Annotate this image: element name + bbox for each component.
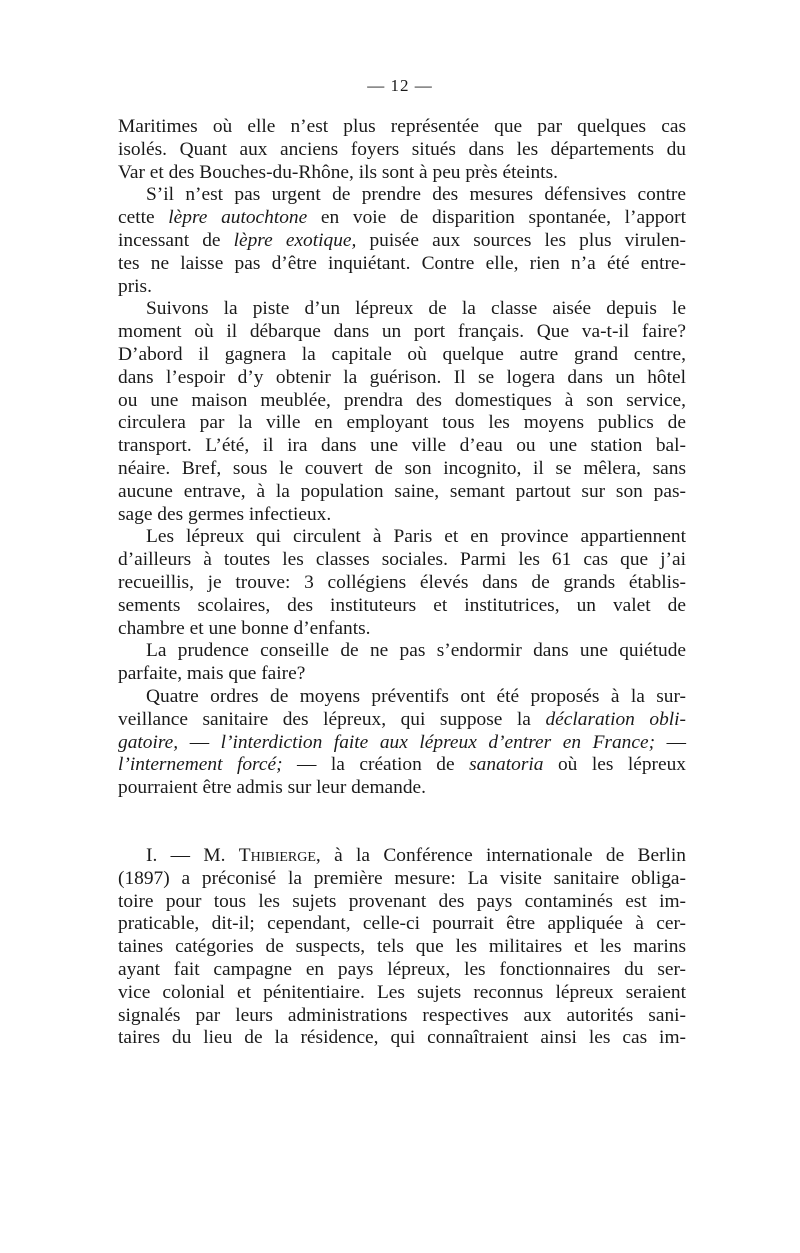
text-line: circulera par la ville en employant tous les moyens publics de xyxy=(118,412,686,434)
paragraph-2 xyxy=(118,184,686,298)
text-line: pris. xyxy=(118,275,152,297)
text-line: La prudence conseille de ne pas s’endormir dans une quiétude xyxy=(146,640,686,662)
text-line: recueillis, je trouve: 3 collégiens élevés dans de grands établis- xyxy=(118,571,686,593)
text-line xyxy=(118,732,686,755)
text-line: parfaite, mais que faire? xyxy=(118,663,306,685)
text-run: où les lépreux xyxy=(543,754,686,776)
author-name: Thibierge, xyxy=(238,845,321,866)
paragraph-7 xyxy=(118,845,686,1050)
text-line: Maritimes où elle n’est plus représentée que par quelques cas xyxy=(118,116,686,137)
text-run: cette xyxy=(118,207,169,229)
text-line xyxy=(118,230,686,253)
text-line: pourraient être admis sur leur demande. xyxy=(118,777,426,799)
text-line: sage des germes infectieux. xyxy=(118,503,332,525)
text-run: en voie de disparition spontanée, l’apport xyxy=(307,207,686,229)
text-line: taires du lieu de la résidence, qui connaîtraient ainsi les cas im- xyxy=(118,1027,686,1049)
text-line xyxy=(118,845,686,868)
text-line: vice colonial et pénitentiaire. Les sujets reconnus lépreux seraient xyxy=(118,981,686,1003)
text-line: Quatre ordres de moyens préventifs ont été proposés à la sur- xyxy=(146,685,686,707)
paragraph-5 xyxy=(118,640,686,686)
text-run: incessant de xyxy=(118,229,234,251)
text-run: à la Conférence internationale de Berlin xyxy=(320,845,686,866)
italic-term: gatoire, xyxy=(118,731,179,753)
text-line: dans l’espoir d’y obtenir la guérison. Il se logera dans un hôtel xyxy=(118,366,686,388)
text-line: isolés. Quant aux anciens foyers situés dans les départements du xyxy=(118,138,686,160)
text-line: aucune entrave, à la population saine, semant partout sur son pas- xyxy=(118,480,686,502)
text-line: Var et des Bouches-du-Rhône, ils sont à peu près éteints. xyxy=(118,161,558,183)
paragraph-4 xyxy=(118,526,686,640)
text-line: (1897) a préconisé la première mesure: La visite sanitaire obliga- xyxy=(118,867,686,889)
text-line: toire pour tous les sujets provenant des pays contaminés est im- xyxy=(118,890,686,912)
text-run: — la création de xyxy=(282,754,470,776)
text-line: praticable, dit-il; cependant, celle-ci pourrait être appliquée à cer- xyxy=(118,913,686,935)
text-line: ayant fait campagne en pays lépreux, les fonctionnaires du ser- xyxy=(118,958,686,980)
text-line: moment où il débarque dans un port français. Que va-t-il faire? xyxy=(118,321,686,343)
italic-term: déclaration obli- xyxy=(545,708,687,730)
italic-term: l’internement forcé; xyxy=(118,754,283,776)
paragraph-6 xyxy=(118,686,686,800)
text-run: veillance sanitaire des lépreux, qui suppose la xyxy=(118,708,546,730)
text-line: tes ne laisse pas d’être inquiétant. Contre elle, rien n’a été entre- xyxy=(118,252,686,274)
text-line: Les lépreux qui circulent à Paris et en province appartiennent xyxy=(146,526,686,548)
text-line: d’ailleurs à toutes les classes sociales. Parmi les 61 cas que j’ai xyxy=(118,549,686,571)
text-line: ou une maison meublée, prendra des domestiques à son service, xyxy=(118,389,686,411)
italic-term: lèpre exotique, xyxy=(233,229,357,251)
text-line xyxy=(118,207,686,230)
text-line: Suivons la piste d’un lépreux de la classe aisée depuis le xyxy=(146,298,686,320)
text-line: S’il n’est pas urgent de prendre des mesures défensives contre xyxy=(146,184,686,206)
main-text-block xyxy=(118,116,686,800)
paragraph-3 xyxy=(118,298,686,526)
text-run: puisée aux sources les plus virulen- xyxy=(356,229,686,251)
paragraph-1 xyxy=(118,116,686,184)
text-line: transport. L’été, il ira dans une ville d’eau ou une station bal- xyxy=(118,435,686,457)
text-line: néaire. Bref, sous le couvert de son incognito, il se mêlera, sans xyxy=(118,457,686,479)
text-line: sements scolaires, des instituteurs et institutrices, un valet de xyxy=(118,594,686,616)
italic-term: l’interdiction faite aux lépreux d’entrer en France; xyxy=(220,731,656,753)
text-line xyxy=(118,754,686,777)
page-number: — 12 — xyxy=(367,76,433,95)
section-text-block xyxy=(118,845,686,1050)
text-line: signalés par leurs administrations respectives aux autorités sani- xyxy=(118,1004,686,1026)
text-line: taines catégories de suspects, tels que les militaires et les marins xyxy=(118,936,686,958)
italic-term: sanatoria xyxy=(469,754,544,776)
text-line: chambre et une bonne d’enfants. xyxy=(118,617,371,639)
italic-term: lèpre autochtone xyxy=(168,207,308,229)
text-run: — xyxy=(178,731,221,753)
text-line: D’abord il gagnera la capitale où quelque autre grand centre, xyxy=(118,343,686,365)
section-number: I. — M. xyxy=(146,845,239,866)
text-line xyxy=(118,709,686,732)
text-run: — xyxy=(655,731,686,753)
